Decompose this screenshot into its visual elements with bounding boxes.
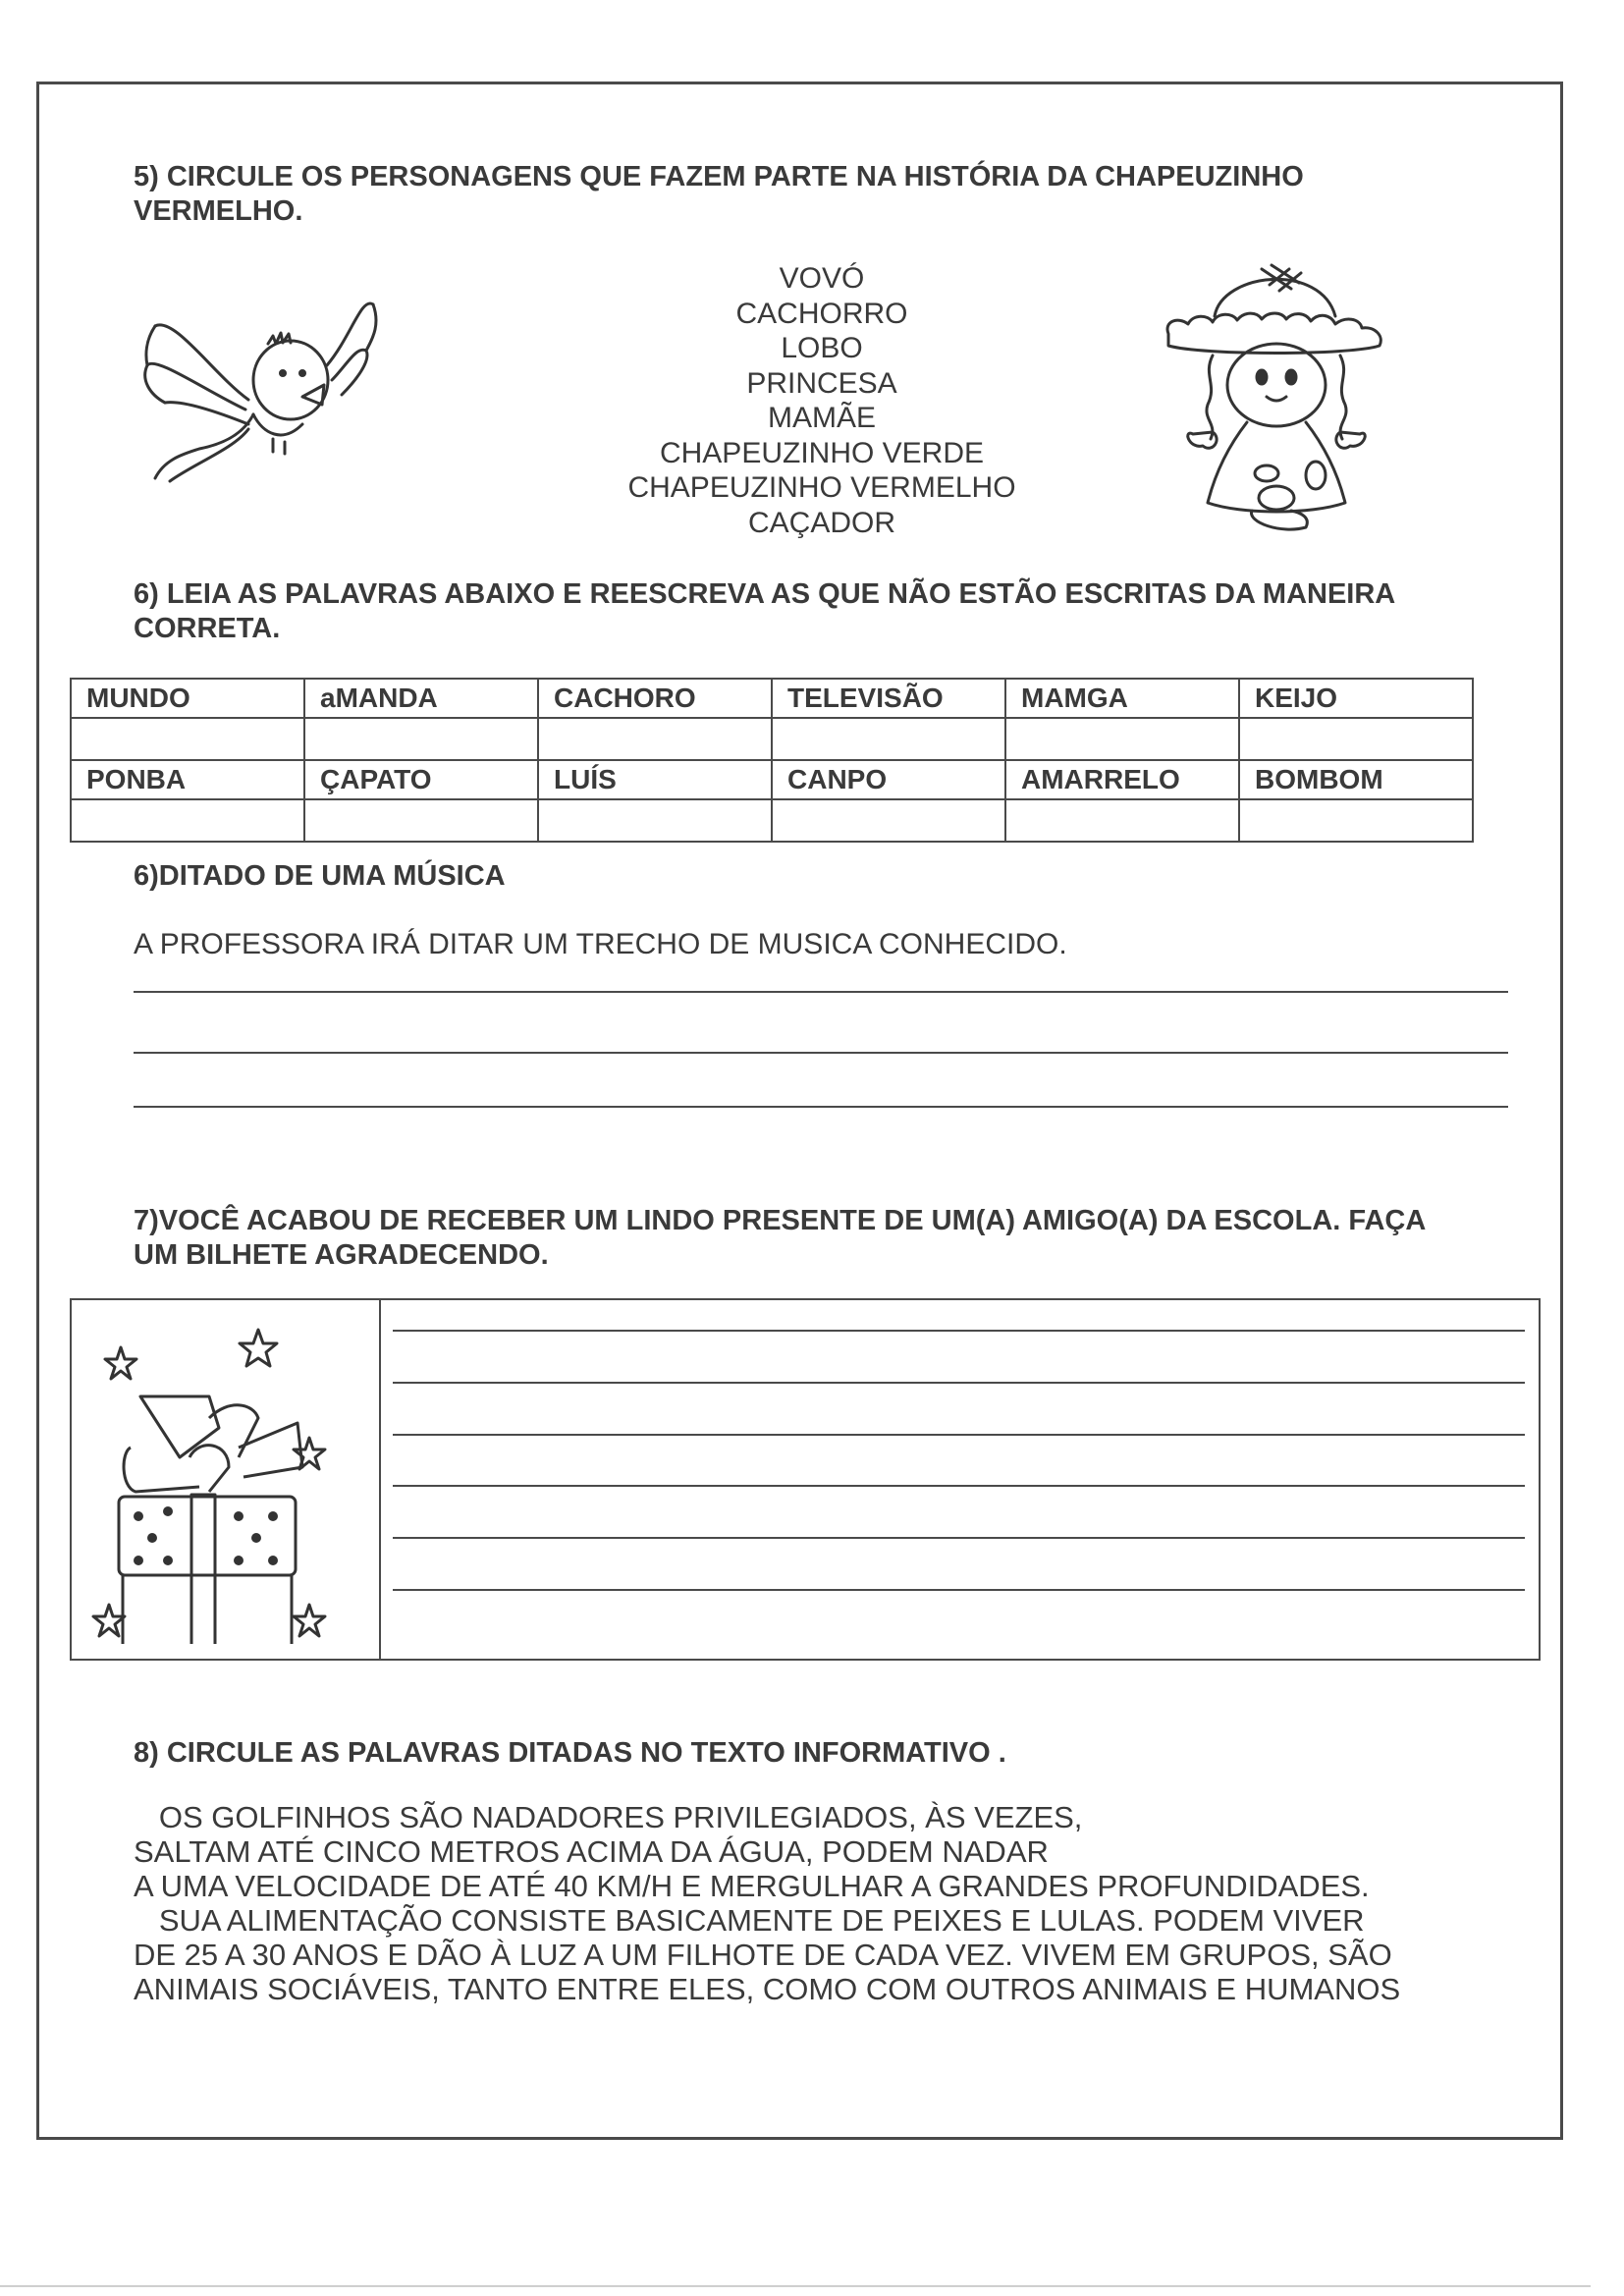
word-cell: TELEVISÃO [772,679,1005,718]
thank-you-note-box [70,1298,1541,1661]
word-cell: CANPO [772,760,1005,799]
answer-cell[interactable] [538,799,772,842]
word-option[interactable]: CHAPEUZINHO VERMELHO [627,471,1016,504]
girl-with-hat-illustration-icon [1154,257,1399,537]
word-cell: KEIJO [1239,679,1473,718]
word-option[interactable]: CACHORRO [735,297,908,330]
word-option[interactable]: CHAPEUZINHO VERDE [659,436,985,469]
question-7-title-line2: UM BILHETE AGRADECENDO. [134,1239,549,1271]
word-option[interactable]: MAMÃE [767,402,876,434]
word-cell: PONBA [71,760,304,799]
word-cell: AMARRELO [1005,760,1239,799]
note-write-line[interactable] [393,1382,1525,1384]
dictation-write-line[interactable] [134,1052,1508,1054]
paragraph-line[interactable]: A UMA VELOCIDADE DE ATÉ 40 KM/H E MERGULHAR A GRANDES PROFUNDIDADES. [134,1869,1370,1903]
word-cell: CACHORO [538,679,772,718]
answer-row [71,799,1473,842]
dictation-write-line[interactable] [134,991,1508,993]
question-6-title-line2: CORRETA. [134,613,281,644]
answer-cell[interactable] [1005,799,1239,842]
paragraph-line[interactable]: SALTAM ATÉ CINCO METROS ACIMA DA ÁGUA, PODEM NADAR [134,1834,1049,1869]
word-cell: MUNDO [71,679,304,718]
answer-cell[interactable] [1239,718,1473,760]
question-5-title-line1: 5) CIRCULE OS PERSONAGENS QUE FAZEM PARTE NA HISTÓRIA DA CHAPEUZINHO [134,161,1304,192]
note-write-line[interactable] [393,1330,1525,1332]
gift-box-icon [81,1320,366,1644]
answer-cell[interactable] [772,718,1005,760]
answer-cell[interactable] [304,718,538,760]
spelling-table [70,678,1474,843]
word-option[interactable]: CAÇADOR [747,506,895,539]
paragraph-line[interactable]: SUA ALIMENTAÇÃO CONSISTE BASICAMENTE DE PEIXES E LULAS. PODEM VIVER [134,1903,1365,1938]
word-cell: BOMBOM [1239,760,1473,799]
answer-cell[interactable] [1005,718,1239,760]
answer-cell[interactable] [772,799,1005,842]
word-cell: aMANDA [304,679,538,718]
word-row [71,760,1473,799]
paragraph-line[interactable]: DE 25 A 30 ANOS E DÃO À LUZ A UM FILHOTE DE CADA VEZ. VIVEM EM GRUPOS, SÃO [134,1938,1392,1972]
question-8-title: 8) CIRCULE AS PALAVRAS DITADAS NO TEXTO INFORMATIVO . [134,1737,1006,1769]
answer-cell[interactable] [71,718,304,760]
note-write-line[interactable] [393,1434,1525,1436]
paragraph-line[interactable]: ANIMAIS SOCIÁVEIS, TANTO ENTRE ELES, COMO COM OUTROS ANIMAIS E HUMANOS [134,1972,1401,2006]
word-option[interactable]: VOVÓ [779,262,865,295]
word-option[interactable]: PRINCESA [746,366,897,400]
answer-row [71,718,1473,760]
bird-illustration-icon [126,287,381,483]
note-write-line[interactable] [393,1589,1525,1591]
word-cell: MAMGA [1005,679,1239,718]
word-cell: ÇAPATO [304,760,538,799]
note-write-line[interactable] [393,1537,1525,1539]
question-5-title-line2: VERMELHO. [134,195,303,227]
dictation-instruction: A PROFESSORA IRÁ DITAR UM TRECHO DE MUSICA CONHECIDO. [134,928,1067,960]
answer-cell[interactable] [1239,799,1473,842]
answer-cell[interactable] [304,799,538,842]
paragraph-line[interactable]: OS GOLFINHOS SÃO NADADORES PRIVILEGIADOS, ÀS VEZES, [134,1800,1083,1834]
informative-text [134,1800,1400,2006]
answer-cell[interactable] [71,799,304,842]
dictation-write-line[interactable] [134,1106,1508,1108]
word-cell: LUÍS [538,760,772,799]
note-write-line[interactable] [393,1485,1525,1487]
note-box-divider [379,1300,381,1659]
character-word-list [576,261,1067,540]
word-row [71,679,1473,718]
word-option[interactable]: LOBO [781,332,863,364]
question-6b-title: 6)DITADO DE UMA MÚSICA [134,860,506,892]
question-7-title-line1: 7)VOCÊ ACABOU DE RECEBER UM LINDO PRESENTE DE UM(A) AMIGO(A) DA ESCOLA. FAÇA [134,1205,1427,1236]
question-6-title-line1: 6) LEIA AS PALAVRAS ABAIXO E REESCREVA AS QUE NÃO ESTÃO ESCRITAS DA MANEIRA [134,578,1396,610]
scan-edge-line [0,2285,1591,2287]
answer-cell[interactable] [538,718,772,760]
